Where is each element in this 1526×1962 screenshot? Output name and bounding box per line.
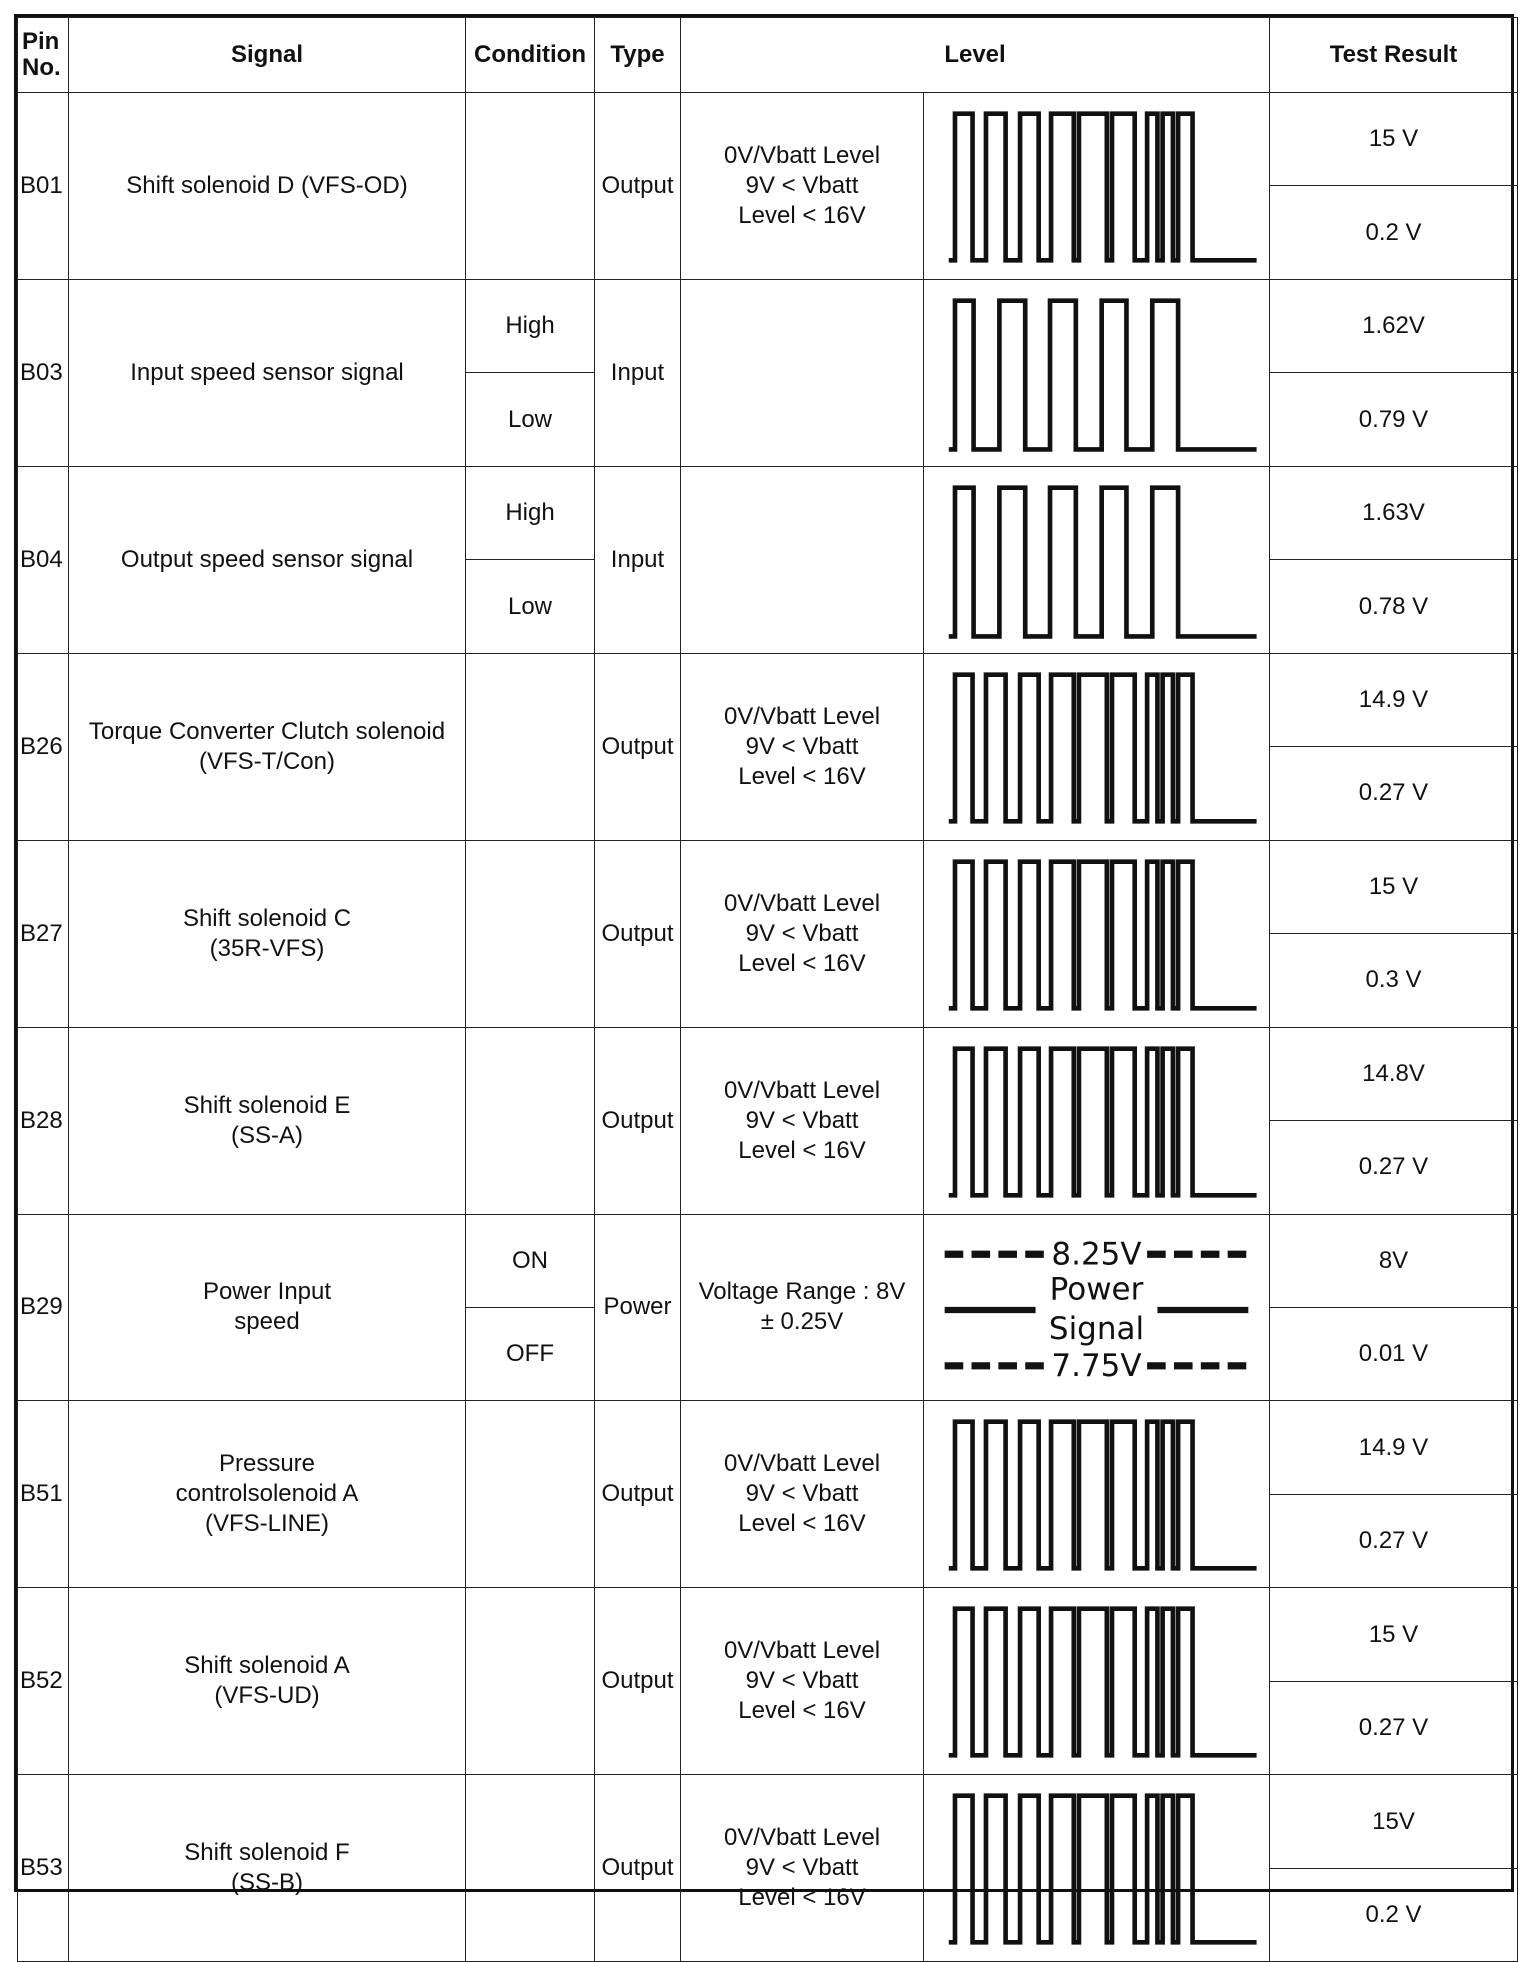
signal-type: Power — [595, 1214, 681, 1401]
pin-number: B01 — [18, 93, 69, 280]
header-condition: Condition — [466, 18, 595, 93]
waveform-cell — [924, 840, 1270, 1027]
pin-test-table-frame — [14, 14, 1514, 1928]
lower-limit-label: 7.75V — [1051, 1347, 1142, 1384]
condition-cell — [466, 1588, 595, 1775]
table-row — [18, 840, 1518, 933]
header-level: Level — [681, 18, 1270, 93]
pwm-waveform-trace — [949, 861, 1257, 1008]
signal-name: Shift solenoid D (VFS-OD) — [69, 93, 466, 280]
header-type: Type — [595, 18, 681, 93]
test-result-low: 0.2 V — [1270, 1868, 1518, 1961]
header-pin-no: Pin No. — [18, 18, 69, 93]
test-result-low: 0.3 V — [1270, 934, 1518, 1027]
table-row — [18, 1588, 1518, 1681]
table-body — [18, 93, 1518, 1962]
waveform-cell — [924, 1401, 1270, 1588]
test-result-high: 15 V — [1270, 840, 1518, 933]
waveform-cell — [924, 1588, 1270, 1775]
pin-number: B52 — [18, 1588, 69, 1775]
signal-type: Output — [595, 1401, 681, 1588]
signal-type: Output — [595, 653, 681, 840]
condition-cell — [466, 93, 595, 280]
test-result-high: 14.8V — [1270, 1027, 1518, 1120]
condition-cell — [466, 1401, 595, 1588]
test-result-low: 0.01 V — [1270, 1307, 1518, 1400]
table-row — [18, 1027, 1518, 1120]
waveform-diagram — [924, 467, 1269, 653]
level-spec: Voltage Range : 8V ± 0.25V — [681, 1214, 924, 1401]
pin-number: B53 — [18, 1775, 69, 1962]
test-result-low: 0.2 V — [1270, 186, 1518, 279]
waveform-cell — [924, 1775, 1270, 1962]
signal-type: Input — [595, 466, 681, 653]
upper-limit-label: 8.25V — [1051, 1236, 1142, 1273]
signal-name: Shift solenoid F (SS-B) — [69, 1775, 466, 1962]
pwm-waveform-trace — [949, 674, 1257, 821]
test-result-low: 0.27 V — [1270, 1681, 1518, 1774]
waveform-cell — [924, 279, 1270, 466]
condition-cell — [466, 1775, 595, 1962]
table-row — [18, 279, 1518, 372]
level-spec: 0V/Vbatt Level 9V < Vbatt Level < 16V — [681, 93, 924, 280]
condition-high: ON — [466, 1214, 595, 1307]
test-result-high: 14.9 V — [1270, 1401, 1518, 1494]
table-row — [18, 1214, 1518, 1307]
waveform-diagram — [924, 93, 1269, 279]
test-result-high: 15 V — [1270, 1588, 1518, 1681]
condition-high: High — [466, 279, 595, 372]
level-spec: 0V/Vbatt Level 9V < Vbatt Level < 16V — [681, 1588, 924, 1775]
waveform-diagram — [924, 1588, 1269, 1774]
square-waveform-trace — [949, 488, 1257, 637]
signal-name: Output speed sensor signal — [69, 466, 466, 653]
signal-type: Output — [595, 840, 681, 1027]
pin-number: B03 — [18, 279, 69, 466]
waveform-cell — [924, 466, 1270, 653]
waveform-cell — [924, 93, 1270, 280]
condition-low: Low — [466, 560, 595, 653]
signal-name: Shift solenoid C (35R-VFS) — [69, 840, 466, 1027]
waveform-diagram — [924, 280, 1269, 466]
test-result-low: 0.78 V — [1270, 560, 1518, 653]
signal-type: Output — [595, 1027, 681, 1214]
test-result-low: 0.27 V — [1270, 1121, 1518, 1214]
power-label: Power — [1049, 1271, 1144, 1308]
power-signal-diagram — [924, 1215, 1269, 1401]
header-signal: Signal — [69, 18, 466, 93]
table-row — [18, 93, 1518, 186]
pin-number: B04 — [18, 466, 69, 653]
signal-type: Output — [595, 1588, 681, 1775]
table-row — [18, 1775, 1518, 1868]
waveform-diagram — [924, 1401, 1269, 1587]
pin-number: B27 — [18, 840, 69, 1027]
level-spec: 0V/Vbatt Level 9V < Vbatt Level < 16V — [681, 840, 924, 1027]
waveform-diagram — [924, 1775, 1269, 1961]
signal-name: Power Input speed — [69, 1214, 466, 1401]
pin-number: B29 — [18, 1214, 69, 1401]
pwm-waveform-trace — [949, 1796, 1257, 1943]
condition-cell — [466, 653, 595, 840]
table-row — [18, 1401, 1518, 1494]
signal-name: Torque Converter Clutch solenoid (VFS-T/Con) — [69, 653, 466, 840]
condition-cell — [466, 840, 595, 1027]
test-result-low: 0.27 V — [1270, 1494, 1518, 1587]
waveform-diagram — [924, 841, 1269, 1027]
pin-number: B28 — [18, 1027, 69, 1214]
test-result-high: 15 V — [1270, 93, 1518, 186]
signal-type: Input — [595, 279, 681, 466]
pwm-waveform-trace — [949, 1048, 1257, 1195]
test-result-low: 0.27 V — [1270, 747, 1518, 840]
signal-name: Pressure controlsolenoid A (VFS-LINE) — [69, 1401, 466, 1588]
signal-name: Shift solenoid E (SS-A) — [69, 1027, 466, 1214]
condition-cell — [466, 1027, 595, 1214]
signal-name: Input speed sensor signal — [69, 279, 466, 466]
waveform-diagram — [924, 1028, 1269, 1214]
test-result-high: 1.63V — [1270, 466, 1518, 559]
condition-high: High — [466, 466, 595, 559]
signal-label: Signal — [1048, 1310, 1145, 1347]
level-spec: 0V/Vbatt Level 9V < Vbatt Level < 16V — [681, 1775, 924, 1962]
signal-name: Shift solenoid A (VFS-UD) — [69, 1588, 466, 1775]
signal-type: Output — [595, 1775, 681, 1962]
pwm-waveform-trace — [949, 114, 1257, 261]
header-test-result: Test Result — [1270, 18, 1518, 93]
condition-low: OFF — [466, 1307, 595, 1400]
test-result-high: 14.9 V — [1270, 653, 1518, 746]
waveform-cell — [924, 1214, 1270, 1401]
condition-low: Low — [466, 373, 595, 466]
waveform-cell — [924, 1027, 1270, 1214]
level-spec: 0V/Vbatt Level 9V < Vbatt Level < 16V — [681, 1401, 924, 1588]
test-result-high: 8V — [1270, 1214, 1518, 1307]
level-spec: 0V/Vbatt Level 9V < Vbatt Level < 16V — [681, 1027, 924, 1214]
pwm-waveform-trace — [949, 1422, 1257, 1569]
pin-number: B26 — [18, 653, 69, 840]
level-spec — [681, 466, 924, 653]
level-spec — [681, 279, 924, 466]
signal-type: Output — [595, 93, 681, 280]
waveform-cell — [924, 653, 1270, 840]
test-result-high: 15V — [1270, 1775, 1518, 1868]
table-row — [18, 653, 1518, 746]
waveform-diagram — [924, 654, 1269, 840]
level-spec: 0V/Vbatt Level 9V < Vbatt Level < 16V — [681, 653, 924, 840]
pwm-waveform-trace — [949, 1609, 1257, 1756]
test-result-high: 1.62V — [1270, 279, 1518, 372]
pin-test-table — [17, 17, 1518, 1962]
test-result-low: 0.79 V — [1270, 373, 1518, 466]
pin-number: B51 — [18, 1401, 69, 1588]
square-waveform-trace — [949, 301, 1257, 450]
table-row — [18, 466, 1518, 559]
